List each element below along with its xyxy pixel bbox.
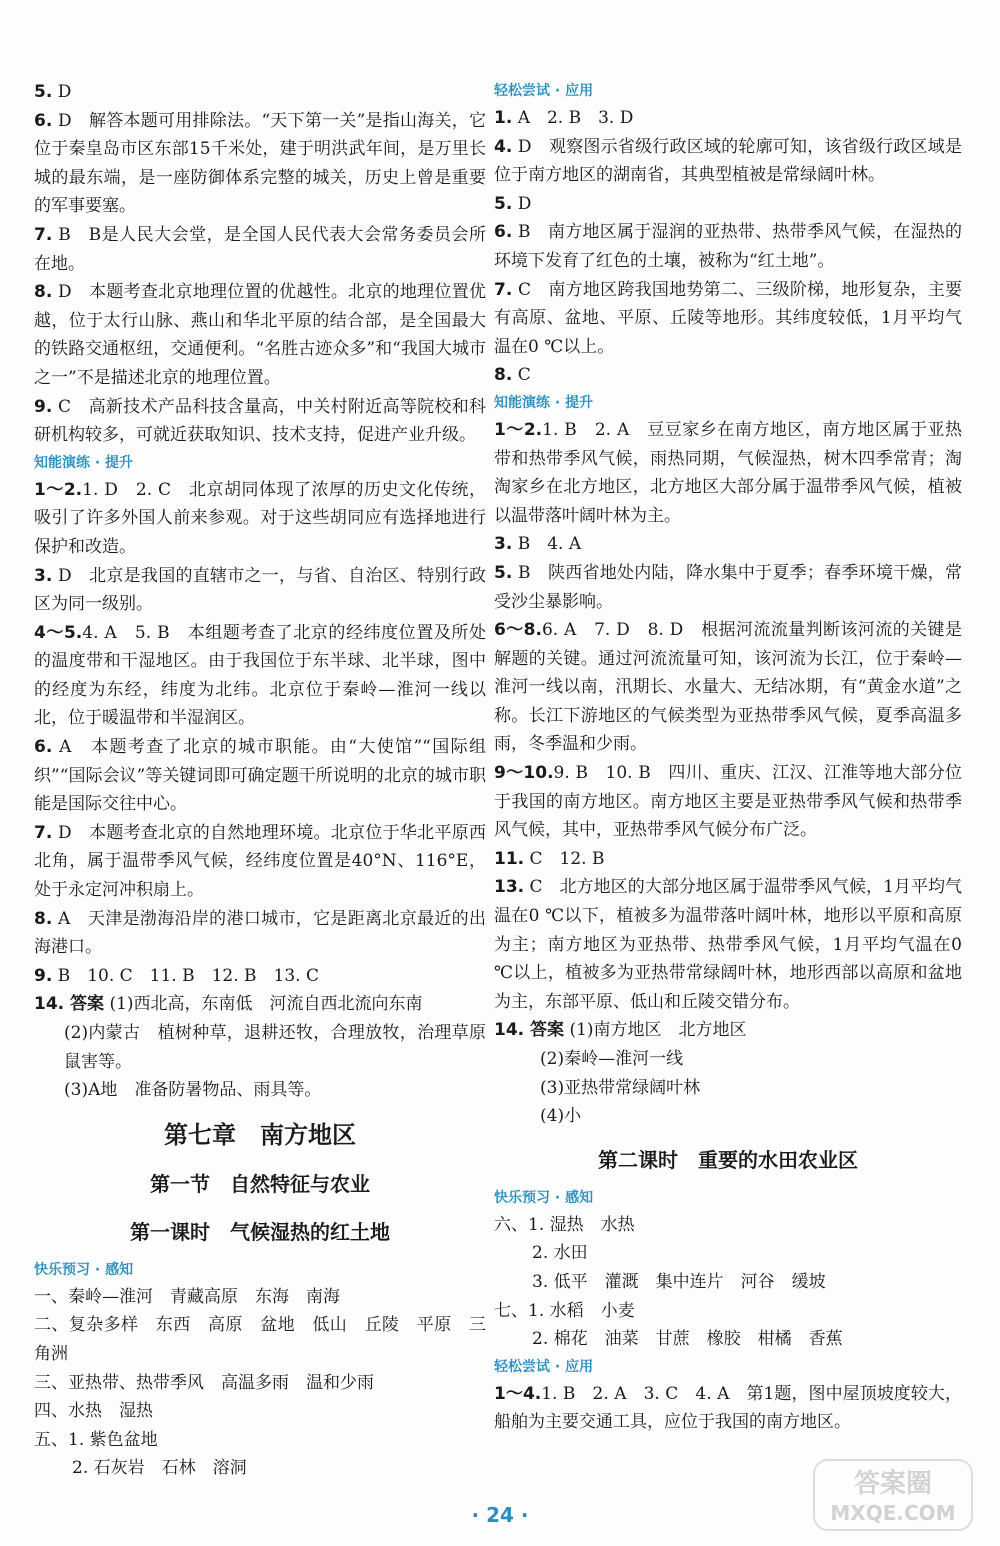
answer-item: 6. A 本题考查了北京的城市职能。由“大使馆”“国际组织”“国际会议”等关键词即可确定题干所说明的北京的城市职能是国际交往中心。	[34, 737, 486, 815]
section-heading: 知能演练 · 提升	[34, 454, 134, 471]
answer-line: (2)秦岭—淮河一线	[540, 1049, 684, 1069]
answer-item: 11. C 12. B	[494, 848, 605, 869]
page-number: · 24 ·	[471, 1503, 529, 1527]
answer-item: 1～2.1. B 2. A 豆豆家乡在南方地区，南方地区属于亚热带和热带季风气候，雨热同期，气候湿热，树木四季常青；淘淘家乡在北方地区，北方地区大部分属于温带季风气候，植被以温带落叶阔叶林为主。	[494, 419, 962, 526]
answer-item: 1. A 2. B 3. D	[494, 108, 634, 128]
answer-line: 2. 石灰岩 石林 溶洞	[72, 1458, 247, 1479]
answer-item: 1～4.1. B 2. A 3. C 4. A 第1题，图中屋顶坡度较大，船舶为主要交通工具，应位于我国的南方地区。	[494, 1383, 962, 1433]
answer-item: 14. 答案 (1)西北高，东南低 河流自西北流向东南	[34, 994, 423, 1015]
answer-item: 3. B 4. A	[494, 534, 582, 555]
answer-item: 14. 答案 (1)南方地区 北方地区	[494, 1020, 747, 1041]
answer-item: 9. C 高新技术产品科技含量高，中关村附近高等院校和科研机构较多，可就近获取知识、技术支持，促进产业升级。	[34, 396, 486, 446]
answer-item: 1～2.1. D 2. C 北京胡同体现了浓厚的历史文化传统，吸引了许多外国人前来参观。对于这些胡同应有选择地进行保护和改造。	[34, 479, 486, 557]
answer-item: 9. B 10. C 11. B 12. B 13. C	[34, 965, 319, 986]
answer-item: 8. C	[494, 365, 531, 386]
watermark-logo	[808, 1454, 978, 1536]
answer-line: 3. 低平 灌溉 集中连片 河谷 缓坡	[532, 1271, 826, 1292]
chapter-title: 第七章 南方地区	[164, 1120, 356, 1149]
section-heading: 快乐预习 · 感知	[34, 1261, 134, 1278]
right-column	[494, 78, 962, 1437]
answer-item: 5. D	[494, 193, 532, 214]
answer-item: 3. D 北京是我国的直辖市之一，与省、自治区、特别行政区为同一级别。	[34, 565, 486, 615]
answer-item: 6. D 解答本题可用排除法。“天下第一关”是指山海关，它位于秦皇岛市区东部15千米处，建于明洪武年间，是万里长城的最东端，是一座防御体系完整的城关，历史上曾是重要的军事要塞。	[34, 110, 486, 217]
answer-line: (3)亚热带常绿阔叶林	[540, 1077, 701, 1098]
section-title: 第一节 自然特征与农业	[150, 1171, 370, 1196]
answer-line: 2. 水田	[532, 1243, 588, 1264]
answer-line: 五、1. 紫色盆地	[34, 1429, 158, 1450]
answer-line: (3)A地 准备防暑物品、雨具等。	[64, 1080, 322, 1101]
answer-line: 四、水热 湿热	[34, 1401, 153, 1422]
answer-item: 7. D 本题考查北京的自然地理环境。北京位于华北平原西北角，属于温带季风气候，经纬度位置是40°N、116°E，处于永定河冲积扇上。	[34, 822, 486, 901]
watermark-text: 答案圈	[853, 1469, 933, 1499]
section-heading: 知能演练 · 提升	[494, 394, 594, 411]
left-column	[34, 78, 486, 1483]
answer-item: 8. D 本题考查北京地理位置的优越性。北京的地理位置优越，位于太行山脉、燕山和华北平原的结合部，是全国最大的铁路交通枢纽，交通便利。“名胜古迹众多”和“我国大城市之一”不是描述北京的地理位置。	[34, 282, 486, 388]
answer-item: 7. B B是人民大会堂，是全国人民代表大会常务委员会所在地。	[34, 224, 486, 274]
answer-line: 一、秦岭—淮河 青藏高原 东海 南海	[34, 1286, 340, 1307]
answer-item: 6～8.6. A 7. D 8. D 根据河流流量判断该河流的关键是解题的关键。通过河流流量可知，该河流为长江，位于秦岭—淮河一线以南，汛期长、水量大、无结冰期，有“黄金水道”之称。长江下游地区的气候类型为亚热带季风气候，夏季高温多雨，冬季温和少雨。	[494, 620, 962, 755]
lesson-title: 第二课时 重要的水田农业区	[598, 1147, 858, 1172]
lesson-title: 第一课时 气候湿热的红土地	[130, 1219, 390, 1244]
answer-line: (2)内蒙古 植树种草，退耕还牧，合理放牧，治理草原鼠害等。	[64, 1023, 486, 1072]
answer-line: (4)小	[540, 1106, 582, 1127]
answer-item: 5. D	[34, 82, 72, 102]
answer-item: 5. B 陕西省地处内陆，降水集中于夏季；春季环境干燥，常受沙尘暴影响。	[494, 562, 962, 612]
answer-line: 七、1. 水稻 小麦	[494, 1300, 635, 1321]
section-heading: 快乐预习 · 感知	[494, 1189, 594, 1206]
answer-item: 4～5.4. A 5. B 本组题考查了北京的经纬度位置及所处的温度带和干湿地区。由于我国位于东半球、北半球，图中的经度为东经，纬度为北纬。北京位于秦岭—淮河一线以北，位于暖温带和半湿润区。	[34, 622, 486, 729]
answer-item: 7. C 南方地区跨我国地势第二、三级阶梯，地形复杂，主要有高原、盆地、平原、丘陵等地形。其纬度较低，1月平均气温在0 ℃以上。	[494, 279, 962, 357]
answer-item: 9～10.9. B 10. B 四川、重庆、江汉、江淮等地大部分位于我国的南方地区。南方地区主要是亚热带季风气候和热带季风气候，其中，亚热带季风气候分布广泛。	[494, 763, 962, 841]
answer-line: 2. 棉花 油菜 甘蔗 橡胶 柑橘 香蕉	[532, 1329, 843, 1350]
watermark-url: MXQE.COM	[830, 1501, 956, 1525]
section-heading: 轻松尝试 · 应用	[494, 1358, 594, 1375]
answer-item: 8. A 天津是渤海沿岸的港口城市，它是距离北京最近的出海港口。	[34, 908, 486, 958]
answer-item: 13. C 北方地区的大部分地区属于温带季风气候，1月平均气温在0 ℃以下，植被多为温带落叶阔叶林，地形以平原和高原为主；南方地区为亚热带、热带季风气候，1月平均气温在0 ℃以上，植被多为亚热带常绿阔叶林，地形西部以高原和盆地为主，东部平原、低山和丘陵交错分布。	[494, 877, 962, 1012]
answer-item: 6. B 南方地区属于湿润的亚热带、热带季风气候，在湿热的环境下发育了红色的土壤，被称为“红土地”。	[494, 222, 962, 271]
answer-line: 三、亚热带、热带季风 高温多雨 温和少雨	[34, 1372, 374, 1393]
answer-item: 4. D 观察图示省级行政区域的轮廓可知，该省级行政区域是位于南方地区的湖南省，其典型植被是常绿阔叶林。	[494, 136, 962, 186]
answer-line: 六、1. 湿热 水热	[494, 1214, 635, 1235]
section-heading: 轻松尝试 · 应用	[494, 83, 594, 99]
answer-line: 二、复杂多样 东西 高原 盆地 低山 丘陵 平原 三角洲	[34, 1315, 486, 1364]
